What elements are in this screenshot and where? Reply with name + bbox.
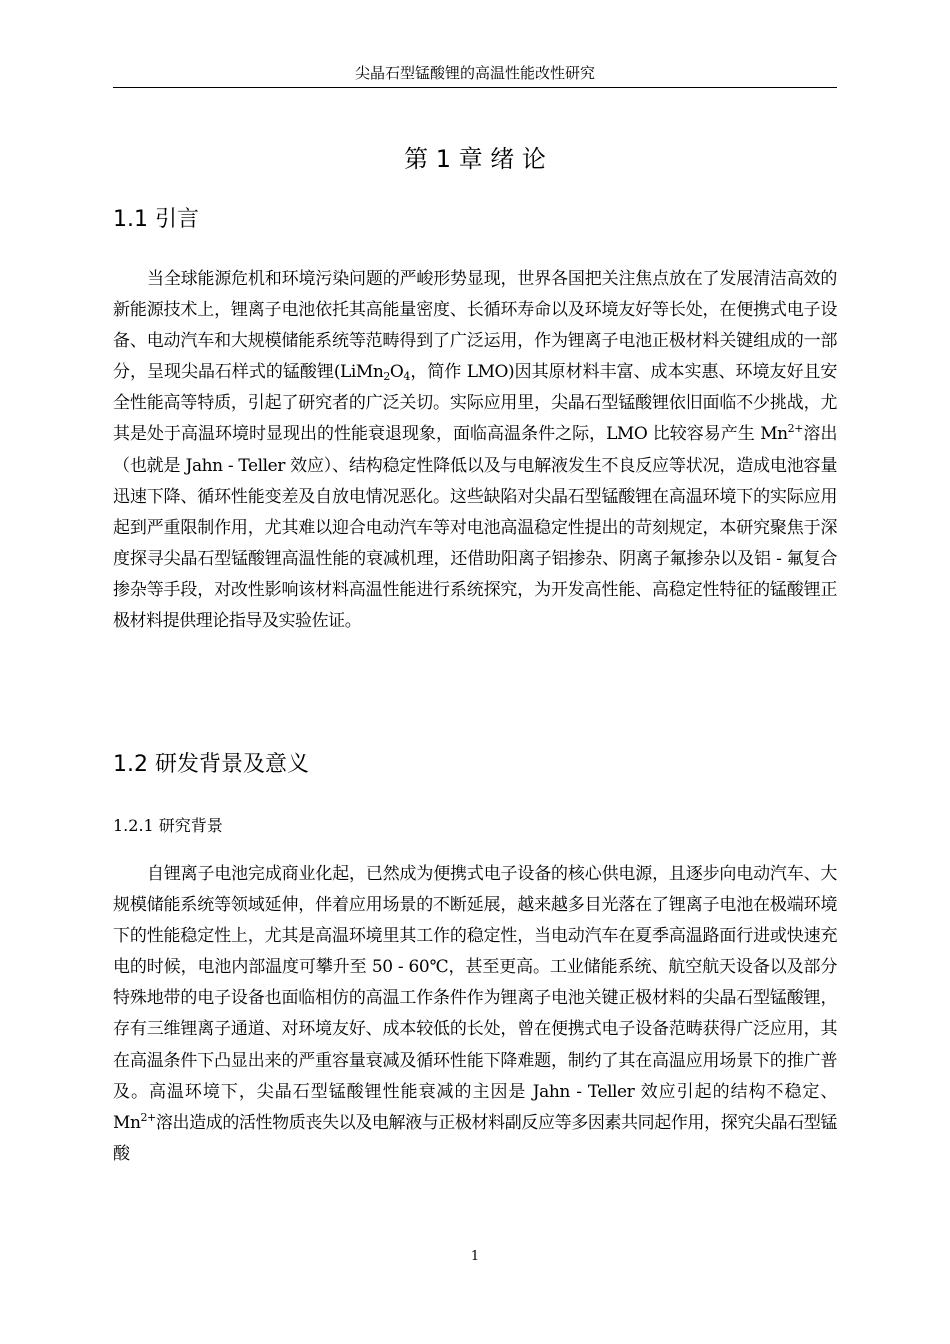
superscript: 2+ bbox=[140, 1110, 156, 1124]
paragraph-text: 自锂离子电池完成商业化起，已然成为便携式电子设备的核心供电源，且逐步向电动汽车、大规模储能系统等领域延伸，伴着应用场景的不断延展，越来越多目光落在了锂离子电池在极端环境下的性能稳定性上，尤其是高温环境里其工作的稳定性，当电动汽车在夏季高温路面行进或快速充电的时候，电池内部温度可攀升至 50 - 60℃，甚至更高。工业储能系统、航空航天设备以及部分特殊地带的电子设备也面临相仿的高温工作条件作为锂离子电池关键正极材料的尖晶石型锰酸锂，存有三维锂离子通道、对环境友好、成本较低的长处，曾在便携式电子设备范畴获得广泛应用，其在高温条件下凸显出来的严重容量衰减及循环性能下降难题，制约了其在高温应用场景下的推广普及。高温环境下，尖晶石型锰酸锂性能衰减的主因是 Jahn - Teller 效应引起的结构不稳定、Mn bbox=[113, 864, 837, 1133]
running-header: 尖晶石型锰酸锂的高温性能改性研究 bbox=[113, 62, 837, 88]
paragraph-text: ，简作 LMO)因其原材料丰富、成本实惠、环境友好且安全性能高等特质，引起了研究者的广泛关切。实际应用里，尖晶石型锰酸锂依旧面临不少挑战，尤其是处于高温环境时显现出的性能衰退现象，面临高温条件之际，LMO 比较容易产生 Mn bbox=[113, 362, 837, 445]
section-heading-1-1: 1.1 引言 bbox=[113, 207, 199, 232]
subscript: 2 bbox=[383, 370, 390, 384]
subscript: 4 bbox=[403, 370, 410, 384]
section-heading-1-2: 1.2 研发背景及意义 bbox=[113, 752, 309, 777]
subsection-heading-1-2-1: 1.2.1 研究背景 bbox=[113, 816, 223, 835]
paragraph-text: 溶出造成的活性物质丧失以及电解液与正极材料副反应等多因素共同起作用，探究尖晶石型锰酸 bbox=[113, 1112, 837, 1164]
paragraph-text: 溶出（也就是 Jahn - Teller 效应）、结构稳定性降低以及与电解液发生不良反应等状况，造成电池容量迅速下降、循环性能变差及自放电情况恶化。这些缺陷对尖晶石型锰酸锂在高温环境下的实际应用起到严重限制作用，尤其难以迎合电动汽车等对电池高温稳定性提出的苛刻规定，本研究聚焦于深度探寻尖晶石型锰酸锂高温性能的衰减机理，还借助阳离子铝掺杂、阴离子氟掺杂以及铝 - 氟复合掺杂等手段，对改性影响该材料高温性能进行系统探究，为开发高性能、高稳定性特征的锰酸锂正极材料提供理论指导及实验佐证。 bbox=[113, 424, 837, 632]
paragraph-text: 当全球能源危机和环境污染问题的严峻形势显现，世界各国把关注焦点放在了发展清洁高效的新能源技术上，锂离子电池依托其高能量密度、长循环寿命以及环境友好等长处，在便携式电子设备、电动汽车和大规模储能系统等范畴得到了广泛运用，作为锂离子电池正极材料关键组成的一部分，呈现尖晶石样式的锰酸锂(LiMn bbox=[113, 269, 837, 383]
superscript: 2+ bbox=[787, 422, 803, 436]
paragraph-introduction bbox=[113, 264, 837, 637]
paragraph-text: O bbox=[389, 362, 404, 383]
paragraph-research-background bbox=[113, 859, 837, 1170]
chapter-title: 第 1 章 绪 论 bbox=[404, 145, 546, 173]
page-number: 1 bbox=[470, 1249, 480, 1264]
